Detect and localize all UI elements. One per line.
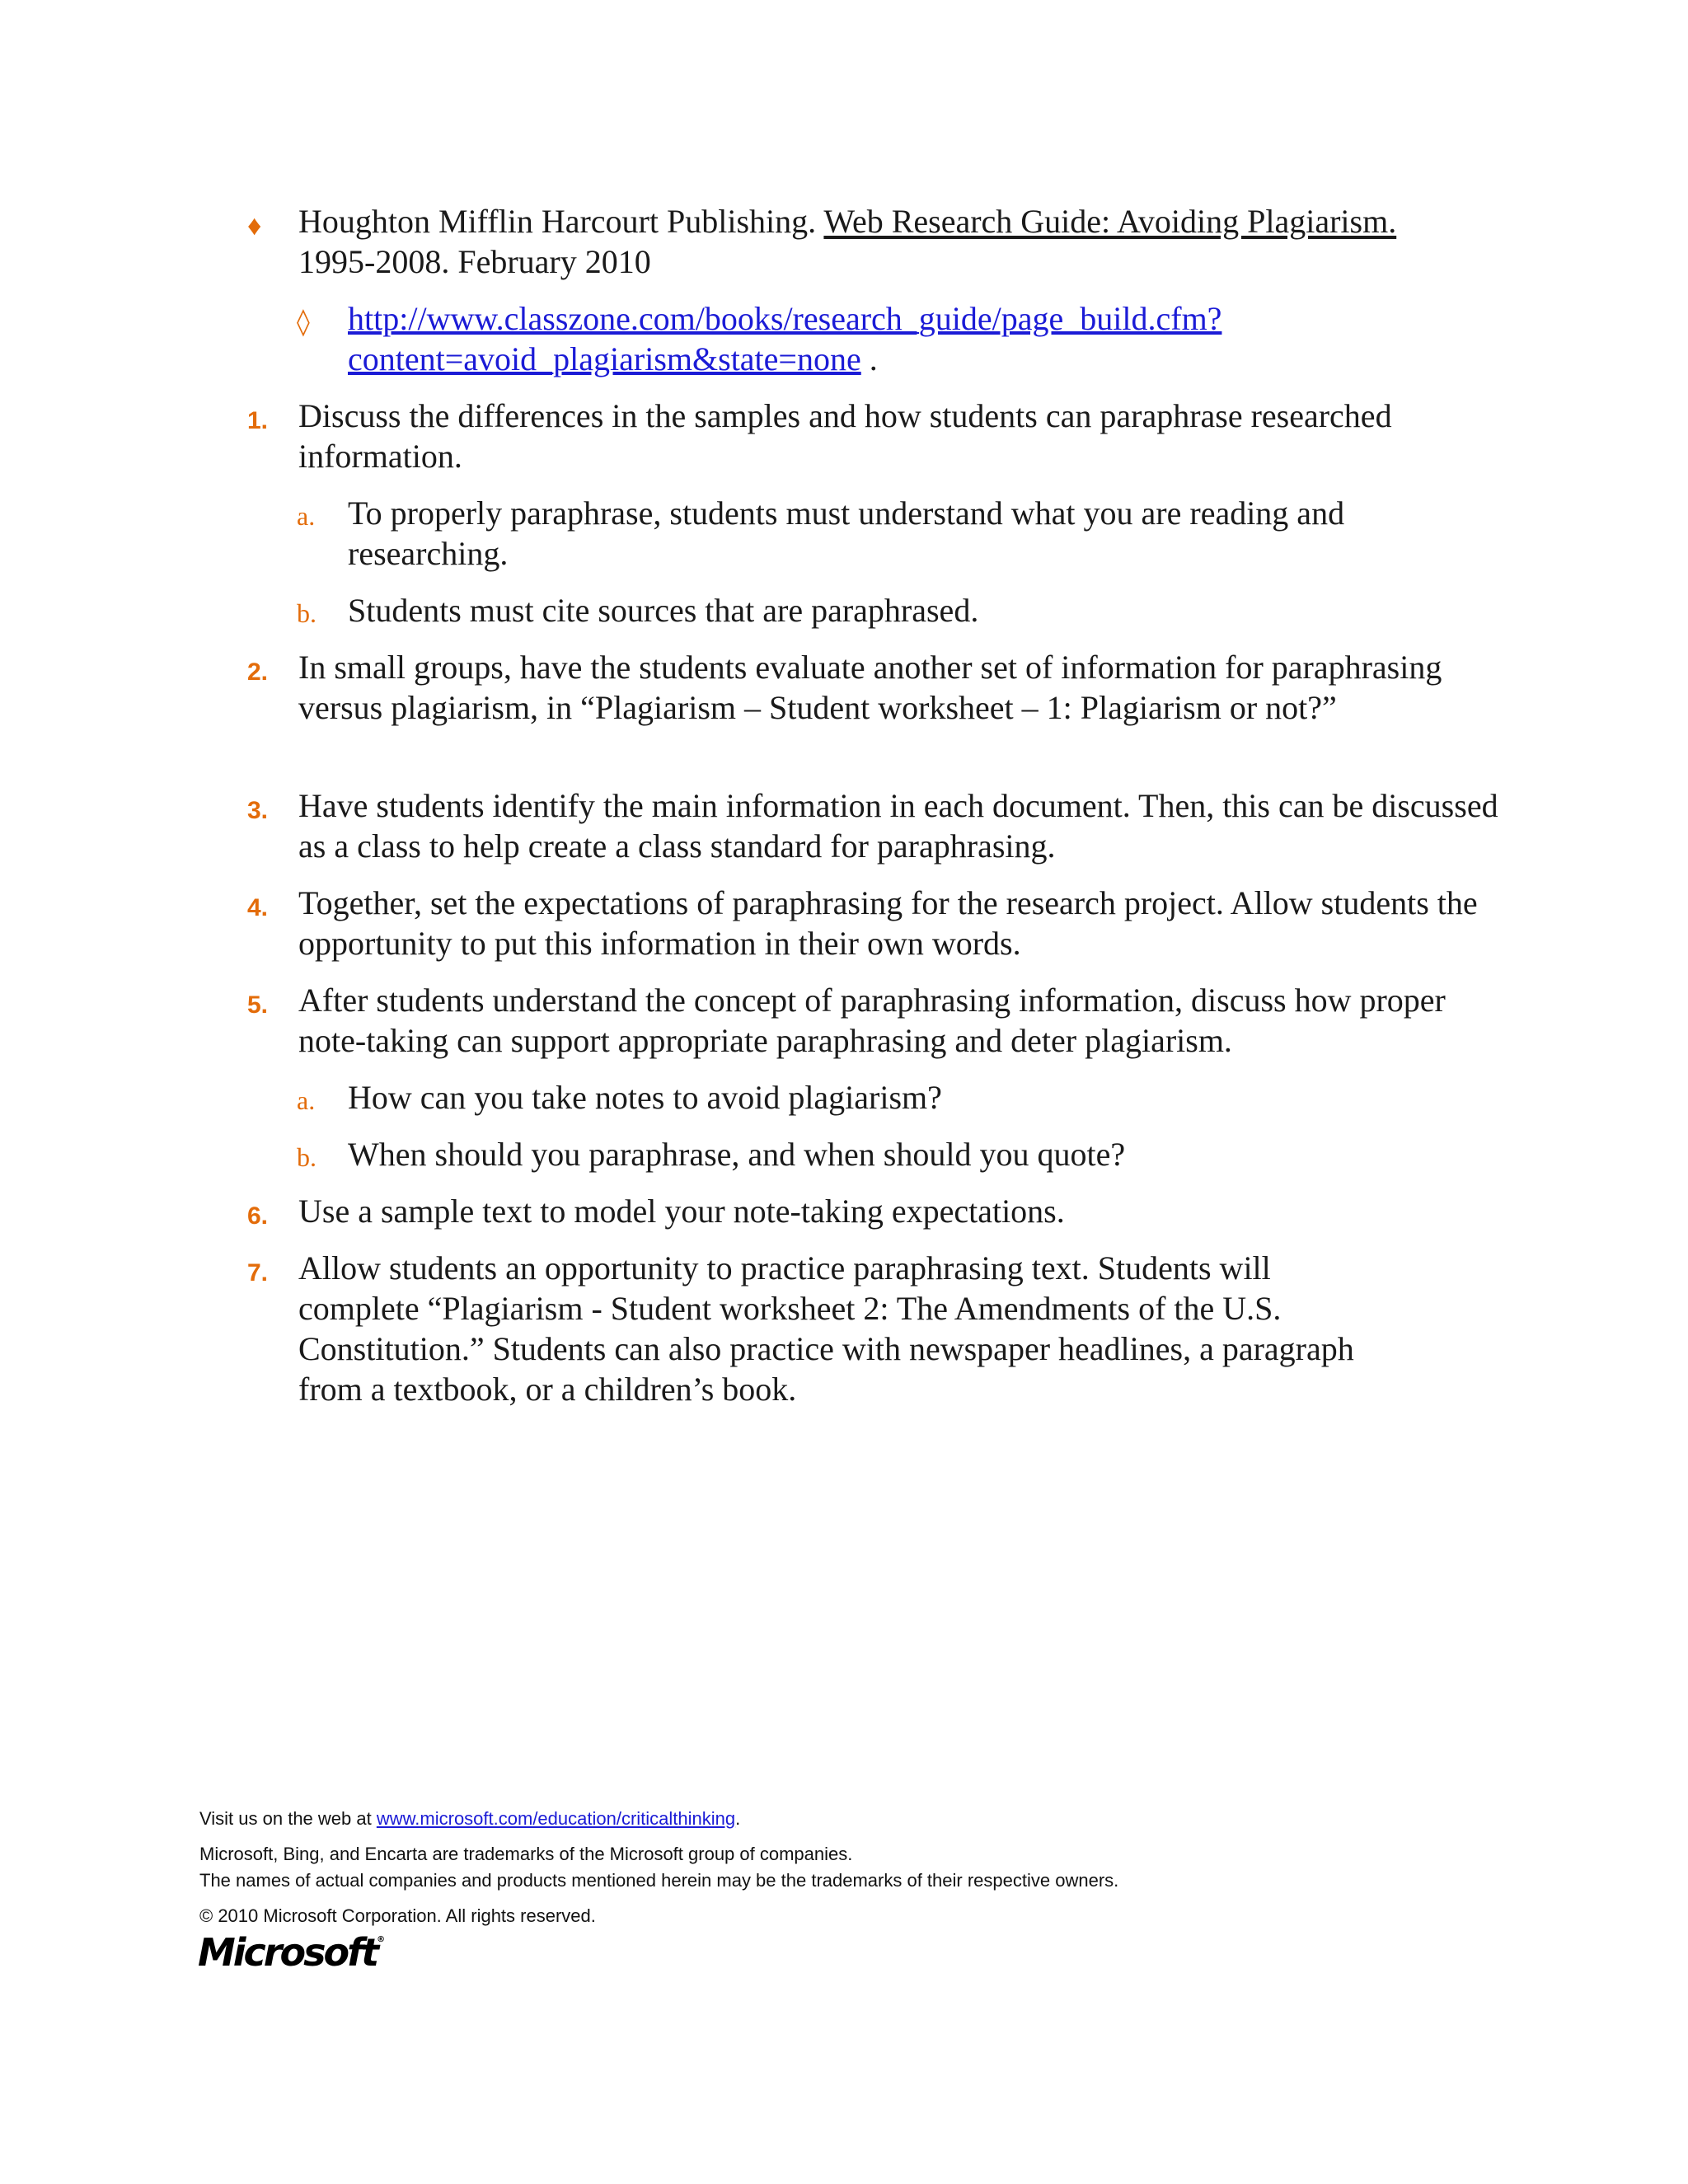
list-item-5a [297,1077,1518,1118]
list-letter: b. [297,1142,316,1172]
list-item-text: Have students identify the main information in each document. Then, this can be discussed as a class to help create a class standard for paraphrasing. [298,787,1498,865]
list-letter: a. [297,501,316,531]
outline-diamond-bullet-icon: ◊ [297,306,310,337]
list-item-text: Discuss the differences in the samples and how students can paraphrase researched information. [298,397,1392,475]
list-item-3 [247,785,1502,866]
list-item-text: After students understand the concept of paraphrasing information, discuss how proper note-taking can support appropriate paraphrasing and deter plagiarism. [298,982,1446,1059]
list-item-text: Allow students an opportunity to practice paraphrasing text. Students will complete “Plagiarism - Student worksheet 2: The Amendments of the U.S. Constitution.” Students can also practice with newspaper headlines, a paragraph from a textbook, or a children’s book. [298,1249,1354,1408]
list-item-7 [247,1248,1370,1409]
list-item-text: When should you paraphrase, and when should you quote? [348,1136,1126,1173]
list-number: 1. [247,407,269,434]
list-number: 5. [247,991,269,1019]
list-item-text: To properly paraphrase, students must understand what you are reading and researching. [348,494,1345,572]
diamond-bullet-icon: ♦ [247,210,262,241]
footer-visit [199,1807,740,1831]
reference-url-link[interactable] [348,300,1221,377]
list-item-text: Use a sample text to model your note-taking expectations. [298,1193,1065,1230]
reference-url-line2: content=avoid_plagiarism&state=none [348,340,861,377]
list-item-5b [297,1134,1518,1174]
microsoft-logo [198,1930,385,1975]
list-number: 6. [247,1202,269,1230]
list-item-text: In small groups, have the students evaluate another set of information for paraphrasing versus plagiarism, in “Plagiarism – Student worksheet – 1: Plagiarism or not?” [298,649,1442,726]
registered-mark: ® [377,1935,386,1944]
list-letter: b. [297,598,316,628]
list-number: 4. [247,894,269,921]
reference-publisher: Houghton Mifflin Harcourt Publishing. [298,203,824,240]
list-number: 2. [247,658,269,686]
footer-visit-prefix: Visit us on the web at [199,1808,377,1829]
list-item-1b [297,590,1518,630]
list-item-5 [247,980,1502,1061]
reference-entry [247,201,1502,282]
list-item-4 [247,883,1502,963]
list-item-text: How can you take notes to avoid plagiarism? [348,1079,942,1116]
list-item-1a [297,493,1518,574]
reference-url-line1: http://www.classzone.com/books/research_guide/page_build.cfm? [348,300,1222,337]
reference-url-trailing: . [860,340,878,377]
reference-title: Web Research Guide: Avoiding Plagiarism. [823,203,1397,240]
footer-visit-suffix: . [735,1808,741,1829]
footer-visit-link[interactable]: www.microsoft.com/education/criticalthinking [376,1808,736,1829]
list-item-text: Students must cite sources that are paraphrased. [348,592,979,629]
footer-trademark-line1: Microsoft, Bing, and Encarta are trademarks of the Microsoft group of companies. [199,1844,853,1864]
footer-trademark-line2: The names of actual companies and products mentioned herein may be the trademarks of their respective owners. [199,1870,1119,1891]
reference-url-entry [297,298,1518,379]
list-item-text: Together, set the expectations of paraphrasing for the research project. Allow students the opportunity to put this information in their own words. [298,884,1478,962]
microsoft-logo-text: Microsoft [198,1930,377,1975]
list-letter: a. [297,1085,316,1115]
list-number: 3. [247,797,269,824]
list-item-1 [247,396,1502,476]
list-number: 7. [247,1259,269,1286]
footer-trademarks [199,1842,1118,1893]
list-item-2 [247,647,1502,728]
list-item-6 [247,1191,1502,1231]
reference-dates: 1995-2008. February 2010 [298,243,651,280]
footer-copyright: © 2010 Microsoft Corporation. All rights reserved. [199,1905,596,1926]
